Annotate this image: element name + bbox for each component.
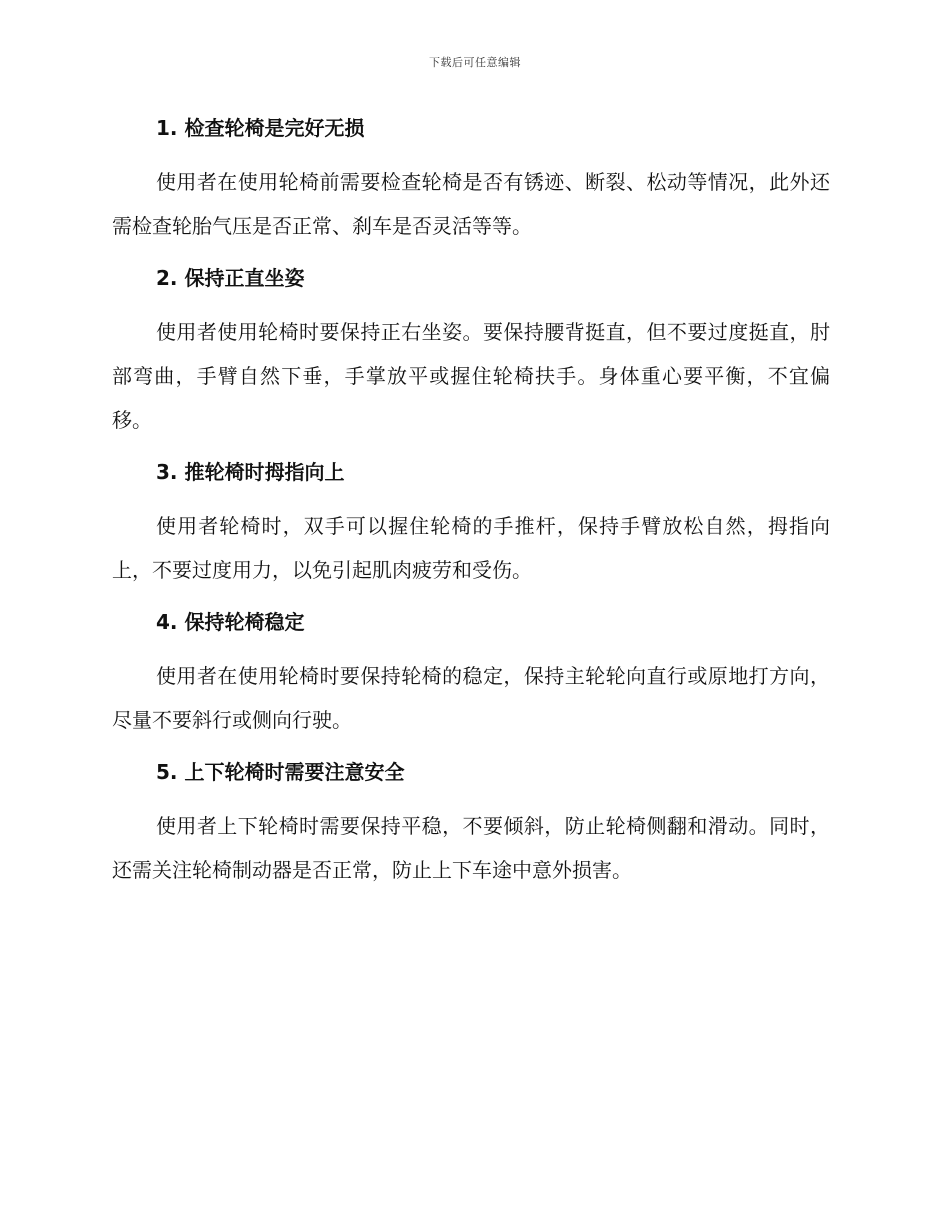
section-2 [112,262,830,442]
section-paragraph: 使用者在使用轮椅前需要检查轮椅是否有锈迹、断裂、松动等情况，此外还需检查轮胎气压是否正常、刹车是否灵活等等。 [112,170,830,238]
page-header: 下载后可任意编辑 [429,56,521,69]
section-heading: 4. 保持轮椅稳定 [156,610,305,634]
section-paragraph: 使用者使用轮椅时要保持正右坐姿。要保持腰背挺直，但不要过度挺直，肘部弯曲，手臂自然下垂，手掌放平或握住轮椅扶手。身体重心要平衡，不宜偏移。 [112,320,830,432]
document-body [112,112,830,892]
section-5 [112,756,830,892]
section-heading: 2. 保持正直坐姿 [156,266,305,290]
section-3 [112,456,830,592]
section-heading: 3. 推轮椅时拇指向上 [156,460,345,484]
section-heading: 5. 上下轮椅时需要注意安全 [156,760,405,784]
section-4 [112,606,830,742]
section-heading: 1. 检查轮椅是完好无损 [156,116,365,140]
section-paragraph: 使用者上下轮椅时需要保持平稳，不要倾斜，防止轮椅侧翻和滑动。同时，还需关注轮椅制动器是否正常，防止上下车途中意外损害。 [112,814,830,882]
section-1 [112,112,830,248]
section-paragraph: 使用者在使用轮椅时要保持轮椅的稳定，保持主轮轮向直行或原地打方向，尽量不要斜行或侧向行驶。 [112,664,830,732]
section-paragraph: 使用者轮椅时，双手可以握住轮椅的手推杆，保持手臂放松自然，拇指向上，不要过度用力，以免引起肌肉疲劳和受伤。 [112,514,830,582]
